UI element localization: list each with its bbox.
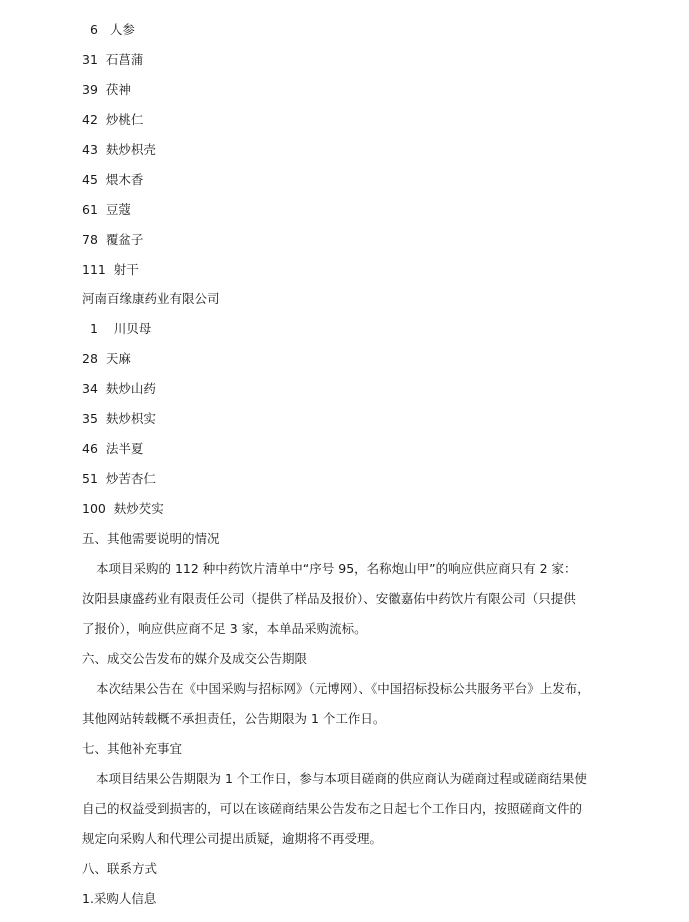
list-item: 39 茯神	[82, 82, 131, 97]
list-item: 35 麸炒枳实	[82, 411, 156, 426]
paragraph-line: 自己的权益受到损害的，可以在该磋商结果公告发布之日起七个工作日内，按照磋商文件的	[82, 801, 583, 816]
list-item: 78 覆盆子	[82, 232, 144, 247]
paragraph-line: 本次结果公告在《中国采购与招标网》（元博网）、《中国招标投标公共服务平台》上发布，	[96, 681, 590, 696]
list-item: 1 川贝母	[82, 321, 152, 336]
list-item: 51 炒苦杏仁	[82, 471, 156, 486]
list-item: 46 法半夏	[82, 441, 144, 456]
list-item: 31 石菖蒲	[82, 52, 144, 67]
list-item: 42 炒桃仁	[82, 112, 144, 127]
paragraph-line: 其他网站转载概不承担责任，公告期限为 1 个工作日。	[82, 711, 386, 726]
paragraph-line: 本项目采购的 112 种中药饮片清单中“序号 95，名称炮山甲”的响应供应商只有 2 家：	[96, 561, 577, 576]
list-item: 28 天麻	[82, 351, 131, 366]
company-name: 河南百缘康药业有限公司	[82, 291, 220, 306]
paragraph-line: 汝阳县康盛药业有限责任公司（提供了样品及报价）、安徽嘉佑中药饮片有限公司（只提供	[82, 591, 576, 606]
paragraph-line: 规定向采购人和代理公司提出质疑，逾期将不再受理。	[82, 831, 383, 846]
list-item: 111 射干	[82, 262, 139, 277]
section-heading: 八、联系方式	[82, 861, 158, 876]
list-item: 45 煨木香	[82, 172, 144, 187]
section-heading: 七、其他补充事宜	[82, 741, 183, 756]
list-item: 100 麸炒芡实	[82, 501, 164, 516]
list-item: 61 豆蔻	[82, 202, 131, 217]
list-item: 43 麸炒枳壳	[82, 142, 156, 157]
subsection-heading: 1.采购人信息	[82, 891, 157, 906]
list-item: 34 麸炒山药	[82, 381, 156, 396]
section-heading: 六、成交公告发布的媒介及成交公告期限	[82, 651, 308, 666]
paragraph-line: 本项目结果公告期限为 1 个工作日，参与本项目磋商的供应商认为磋商过程或磋商结果使	[96, 771, 587, 786]
list-item: 6 人参	[82, 22, 135, 37]
section-heading: 五、其他需要说明的情况	[82, 531, 220, 546]
paragraph-line: 了报价），响应供应商不足 3 家，本单品采购流标。	[82, 621, 367, 636]
